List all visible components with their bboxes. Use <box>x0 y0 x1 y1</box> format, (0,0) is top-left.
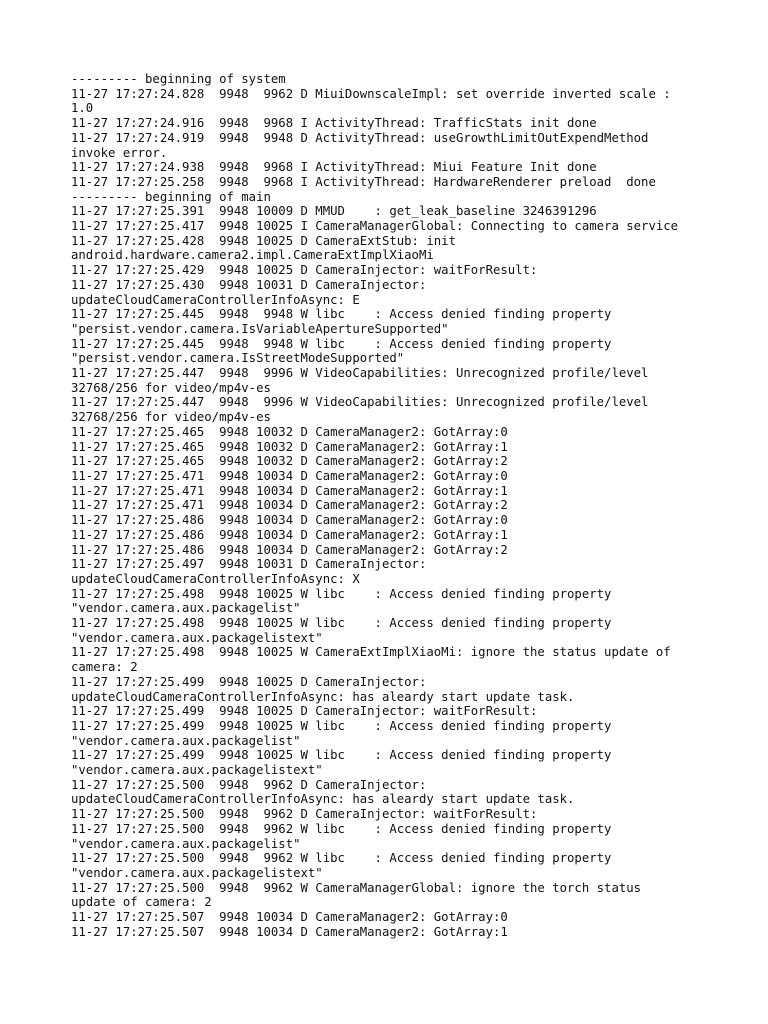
log-line: invoke error. <box>71 145 168 160</box>
log-line: "persist.vendor.camera.IsStreetModeSupported" <box>71 351 405 366</box>
log-line: --------- beginning of system <box>71 72 286 86</box>
log-line: 11-27 17:27:25.445 9948 9948 W libc : Access denied finding property <box>71 336 612 351</box>
log-line: 11-27 17:27:25.500 9948 9962 W libc : Access denied finding property <box>71 851 612 866</box>
log-line: --------- beginning of main <box>71 189 271 204</box>
log-line: updateCloudCameraControllerInfoAsync: E <box>71 292 360 307</box>
log-line: "vendor.camera.aux.packagelistext" <box>71 763 323 778</box>
log-line: 32768/256 for video/mp4v-es <box>71 380 271 395</box>
log-line: android.hardware.camera2.impl.CameraExtImplXiaoMi <box>71 248 434 263</box>
log-line: update of camera: 2 <box>71 895 212 910</box>
log-line: "vendor.camera.aux.packagelistext" <box>71 865 323 880</box>
log-line: 11-27 17:27:25.507 9948 10034 D CameraManager2: GotArray:1 <box>71 924 508 939</box>
log-line: 11-27 17:27:25.258 9948 9968 I ActivityThread: HardwareRenderer preload done <box>71 174 656 189</box>
log-line: 11-27 17:27:25.507 9948 10034 D CameraManager2: GotArray:0 <box>71 910 508 925</box>
log-line: 11-27 17:27:25.499 9948 10025 W libc : Access denied finding property <box>71 718 612 733</box>
log-output <box>71 72 711 939</box>
log-line: 11-27 17:27:25.465 9948 10032 D CameraManager2: GotArray:0 <box>71 424 508 439</box>
log-line: 11-27 17:27:25.471 9948 10034 D CameraManager2: GotArray:0 <box>71 468 508 483</box>
log-line: 11-27 17:27:25.417 9948 10025 I CameraManagerGlobal: Connecting to camera service <box>71 219 679 234</box>
log-line: updateCloudCameraControllerInfoAsync: has aleardy start update task. <box>71 792 575 807</box>
log-line: 11-27 17:27:25.498 9948 10025 W libc : Access denied finding property <box>71 616 612 631</box>
log-line: 11-27 17:27:25.499 9948 10025 W libc : Access denied finding property <box>71 748 612 763</box>
log-line: 11-27 17:27:24.916 9948 9968 I ActivityThread: TrafficStats init done <box>71 116 597 131</box>
log-line: updateCloudCameraControllerInfoAsync: X <box>71 571 360 586</box>
log-line: "vendor.camera.aux.packagelist" <box>71 601 301 616</box>
log-line: 11-27 17:27:25.445 9948 9948 W libc : Access denied finding property <box>71 307 612 322</box>
log-line: 11-27 17:27:24.919 9948 9948 D ActivityThread: useGrowthLimitOutExpendMethod <box>71 130 649 145</box>
log-line: 11-27 17:27:24.828 9948 9962 D MiuiDownscaleImpl: set override inverted scale : <box>71 86 671 101</box>
log-line: 11-27 17:27:25.429 9948 10025 D CameraInjector: waitForResult: <box>71 263 538 278</box>
log-line: 11-27 17:27:25.465 9948 10032 D CameraManager2: GotArray:1 <box>71 439 508 454</box>
log-line: 11-27 17:27:25.471 9948 10034 D CameraManager2: GotArray:2 <box>71 498 508 513</box>
log-line: 11-27 17:27:25.500 9948 9962 W libc : Access denied finding property <box>71 821 612 836</box>
log-line: 11-27 17:27:25.428 9948 10025 D CameraExtStub: init <box>71 233 456 248</box>
log-line: 11-27 17:27:25.500 9948 9962 W CameraManagerGlobal: ignore the torch status <box>71 880 642 895</box>
log-line: 11-27 17:27:25.498 9948 10025 W CameraExtImplXiaoMi: ignore the status update of <box>71 645 671 660</box>
log-line: 11-27 17:27:25.497 9948 10031 D CameraInjector: <box>71 557 427 572</box>
log-line: 11-27 17:27:25.486 9948 10034 D CameraManager2: GotArray:2 <box>71 542 508 557</box>
log-line: 11-27 17:27:25.500 9948 9962 D CameraInjector: waitForResult: <box>71 807 538 822</box>
log-line: 11-27 17:27:25.465 9948 10032 D CameraManager2: GotArray:2 <box>71 454 508 469</box>
log-line: 11-27 17:27:25.447 9948 9996 W VideoCapabilities: Unrecognized profile/level <box>71 395 649 410</box>
log-line: 11-27 17:27:24.938 9948 9968 I ActivityThread: Miui Feature Init done <box>71 160 597 175</box>
log-line: 11-27 17:27:25.391 9948 10009 D MMUD : get_leak_baseline 3246391296 <box>71 204 597 219</box>
log-line: "vendor.camera.aux.packagelist" <box>71 733 301 748</box>
log-line: "vendor.camera.aux.packagelist" <box>71 836 301 851</box>
log-line: 11-27 17:27:25.499 9948 10025 D CameraInjector: <box>71 674 427 689</box>
log-line: updateCloudCameraControllerInfoAsync: has aleardy start update task. <box>71 689 575 704</box>
log-line: 11-27 17:27:25.498 9948 10025 W libc : Access denied finding property <box>71 586 612 601</box>
log-line: camera: 2 <box>71 660 138 675</box>
log-line: 32768/256 for video/mp4v-es <box>71 410 271 425</box>
log-line: 11-27 17:27:25.486 9948 10034 D CameraManager2: GotArray:1 <box>71 527 508 542</box>
log-line: 11-27 17:27:25.430 9948 10031 D CameraInjector: <box>71 277 427 292</box>
log-line: 1.0 <box>71 101 94 116</box>
log-line: 11-27 17:27:25.447 9948 9996 W VideoCapabilities: Unrecognized profile/level <box>71 366 649 381</box>
log-line: 11-27 17:27:25.471 9948 10034 D CameraManager2: GotArray:1 <box>71 483 508 498</box>
log-line: "vendor.camera.aux.packagelistext" <box>71 630 323 645</box>
log-line: 11-27 17:27:25.500 9948 9962 D CameraInjector: <box>71 777 427 792</box>
log-line: 11-27 17:27:25.486 9948 10034 D CameraManager2: GotArray:0 <box>71 513 508 528</box>
log-line: "persist.vendor.camera.IsVariableApertureSupported" <box>71 321 449 336</box>
log-line: 11-27 17:27:25.499 9948 10025 D CameraInjector: waitForResult: <box>71 704 538 719</box>
